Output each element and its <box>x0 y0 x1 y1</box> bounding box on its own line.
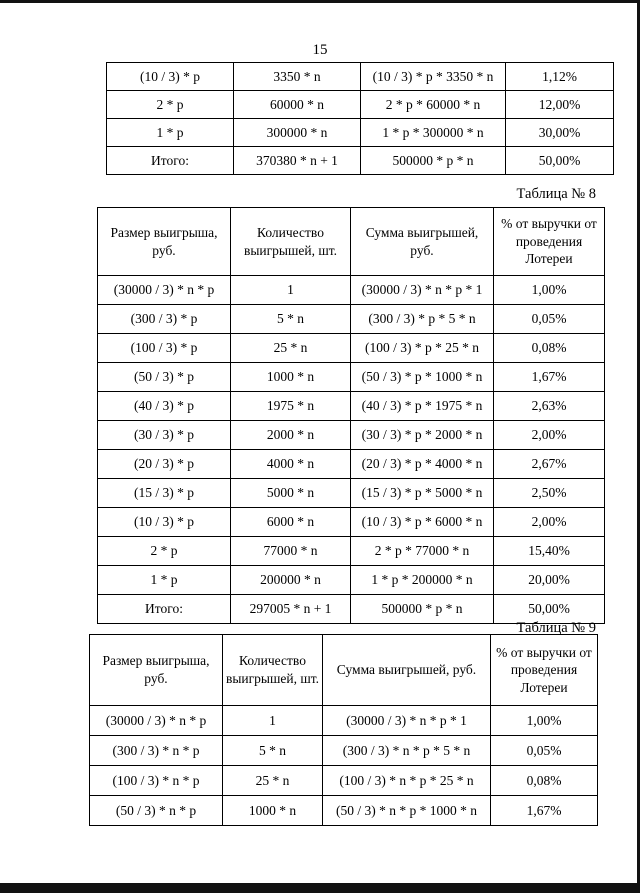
table-cell: 2,50% <box>494 479 605 508</box>
table-cell: 0,05% <box>491 736 598 766</box>
table8 <box>97 207 605 624</box>
table-row <box>98 305 605 334</box>
table-cell: 1975 * n <box>231 392 351 421</box>
table-row <box>90 766 598 796</box>
table-cell: 0,08% <box>491 766 598 796</box>
table-header-cell: % от выручки от проведения Лотереи <box>494 208 605 276</box>
table-cell: (20 / 3) * p * 4000 * n <box>351 450 494 479</box>
table-cell: (100 / 3) * p * 25 * n <box>351 334 494 363</box>
table-header-cell: Количество выигрышей, шт. <box>231 208 351 276</box>
table-cell: 4000 * n <box>231 450 351 479</box>
table-row <box>98 421 605 450</box>
table-header-cell: Размер выигрыша, руб. <box>90 635 223 706</box>
table-cell: (30 / 3) * p <box>98 421 231 450</box>
table-cell: 1000 * n <box>223 796 323 826</box>
table-cell: Итого: <box>107 147 234 175</box>
table-cell: 1 <box>231 276 351 305</box>
table-cell: 500000 * p * n <box>361 147 506 175</box>
table-cell: (10 / 3) * p * 3350 * n <box>361 63 506 91</box>
table-header-cell: Размер выигрыша, руб. <box>98 208 231 276</box>
table-cell: 1 * p <box>98 566 231 595</box>
table-cell: (300 / 3) * n * p * 5 * n <box>323 736 491 766</box>
table-row <box>98 479 605 508</box>
table-cell: 200000 * n <box>231 566 351 595</box>
table-header-row <box>98 208 605 276</box>
table9-caption: Таблица № 9 <box>516 620 596 636</box>
table-cell: 50,00% <box>506 147 614 175</box>
table-cell: 1,12% <box>506 63 614 91</box>
table-cell: (30000 / 3) * n * p <box>98 276 231 305</box>
table-cell: 30,00% <box>506 119 614 147</box>
table-row <box>98 508 605 537</box>
table-cell: (30000 / 3) * n * p * 1 <box>351 276 494 305</box>
table-row <box>98 537 605 566</box>
table-cell: 2,67% <box>494 450 605 479</box>
table-cell: 370380 * n + 1 <box>234 147 361 175</box>
table-cell: Итого: <box>98 595 231 624</box>
table-cell: 1 <box>223 706 323 736</box>
table-cell: 2 * p * 77000 * n <box>351 537 494 566</box>
table-cell: 300000 * n <box>234 119 361 147</box>
table-cell: (30000 / 3) * n * p * 1 <box>323 706 491 736</box>
table-row <box>107 119 614 147</box>
table-cell: 1 * p * 300000 * n <box>361 119 506 147</box>
table-cell: 60000 * n <box>234 91 361 119</box>
table-cell: 0,05% <box>494 305 605 334</box>
table-cell: 500000 * p * n <box>351 595 494 624</box>
table-cell: (300 / 3) * p <box>98 305 231 334</box>
table-row <box>98 334 605 363</box>
table-cell: 2 * p * 60000 * n <box>361 91 506 119</box>
page-number: 15 <box>312 42 328 58</box>
table-cell: (50 / 3) * n * p * 1000 * n <box>323 796 491 826</box>
table-row <box>90 706 598 736</box>
table-cell: 15,40% <box>494 537 605 566</box>
table-cell: 2000 * n <box>231 421 351 450</box>
table-row-total <box>107 147 614 175</box>
table-row <box>98 276 605 305</box>
table-cell: 1,67% <box>491 796 598 826</box>
table-cell: 2 * p <box>107 91 234 119</box>
table-cell: (50 / 3) * p <box>98 363 231 392</box>
table-cell: (20 / 3) * p <box>98 450 231 479</box>
table-cell: 0,08% <box>494 334 605 363</box>
table-cell: (10 / 3) * p <box>98 508 231 537</box>
table-cell: (50 / 3) * n * p <box>90 796 223 826</box>
table-cell: 2,00% <box>494 508 605 537</box>
table-cell: (30000 / 3) * n * p <box>90 706 223 736</box>
table-cell: 20,00% <box>494 566 605 595</box>
table-cell: 1 * p <box>107 119 234 147</box>
table-cell: 1 * p * 200000 * n <box>351 566 494 595</box>
table-cell: 1000 * n <box>231 363 351 392</box>
table-cell: (15 / 3) * p <box>98 479 231 508</box>
table-header-cell: % от выручки от проведения Лотереи <box>491 635 598 706</box>
table-cell: (40 / 3) * p <box>98 392 231 421</box>
table-cell: 77000 * n <box>231 537 351 566</box>
table-cell: 50,00% <box>494 595 605 624</box>
table-cell: 2,00% <box>494 421 605 450</box>
table9 <box>89 634 598 826</box>
table-row <box>107 63 614 91</box>
table-cell: (10 / 3) * p * 6000 * n <box>351 508 494 537</box>
table-cell: 3350 * n <box>234 63 361 91</box>
table-cell: 6000 * n <box>231 508 351 537</box>
table-row <box>90 736 598 766</box>
table-cell: (100 / 3) * p <box>98 334 231 363</box>
table-cell: (300 / 3) * n * p <box>90 736 223 766</box>
table-header-row <box>90 635 598 706</box>
table-cell: (10 / 3) * p <box>107 63 234 91</box>
table-cell: (40 / 3) * p * 1975 * n <box>351 392 494 421</box>
table-row <box>98 392 605 421</box>
scan-edge-top <box>0 0 640 3</box>
table-cell: 25 * n <box>223 766 323 796</box>
table8-caption: Таблица № 8 <box>516 186 596 202</box>
table-cell: 2 * p <box>98 537 231 566</box>
table-cell: 2,63% <box>494 392 605 421</box>
table-continued <box>106 62 614 175</box>
table-cell: 12,00% <box>506 91 614 119</box>
table-cell: 1,00% <box>494 276 605 305</box>
scan-edge-bottom <box>0 883 640 893</box>
table-cell: 5 * n <box>231 305 351 334</box>
table-cell: 5 * n <box>223 736 323 766</box>
table-header-cell: Сумма выигрышей, руб. <box>323 635 491 706</box>
table-cell: (100 / 3) * n * p <box>90 766 223 796</box>
table-row <box>98 450 605 479</box>
table-row <box>107 91 614 119</box>
table-cell: 5000 * n <box>231 479 351 508</box>
table-row <box>90 796 598 826</box>
table-cell: (30 / 3) * p * 2000 * n <box>351 421 494 450</box>
table-cell: (50 / 3) * p * 1000 * n <box>351 363 494 392</box>
table-cell: (100 / 3) * n * p * 25 * n <box>323 766 491 796</box>
table-cell: (300 / 3) * p * 5 * n <box>351 305 494 334</box>
table-header-cell: Сумма выигрышей, руб. <box>351 208 494 276</box>
table-cell: (15 / 3) * p * 5000 * n <box>351 479 494 508</box>
table-header-cell: Количество выигрышей, шт. <box>223 635 323 706</box>
table-cell: 1,67% <box>494 363 605 392</box>
table-cell: 1,00% <box>491 706 598 736</box>
table-row <box>98 566 605 595</box>
table-row <box>98 363 605 392</box>
table-cell: 297005 * n + 1 <box>231 595 351 624</box>
table-cell: 25 * n <box>231 334 351 363</box>
